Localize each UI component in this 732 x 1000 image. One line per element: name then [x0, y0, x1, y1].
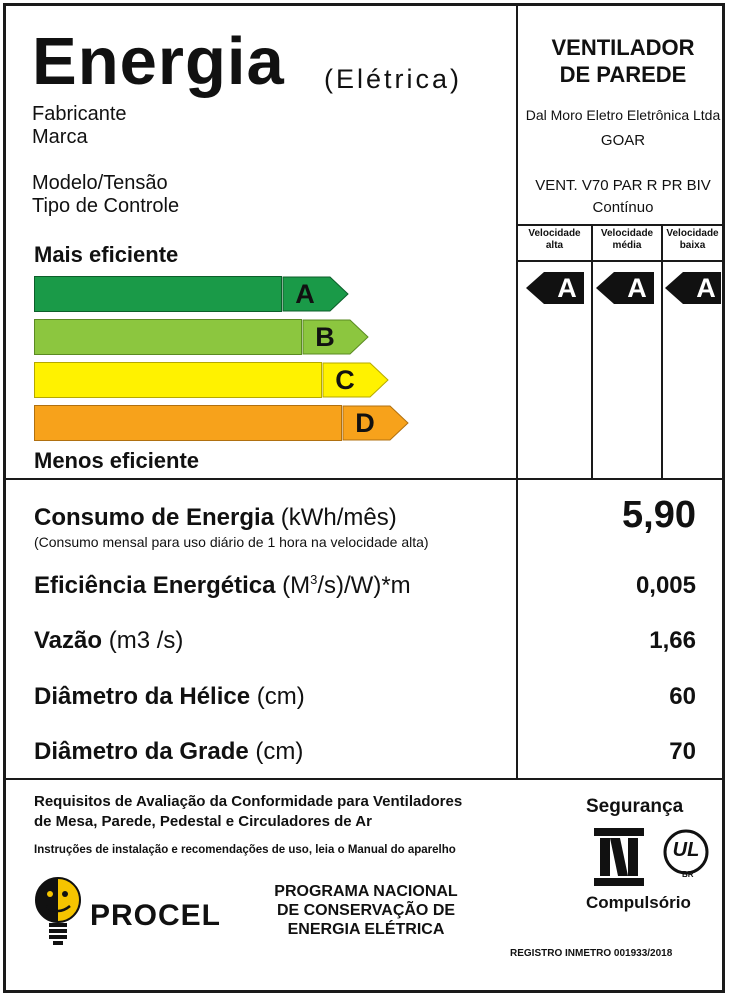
spec-vazao-name: Vazão: [34, 627, 103, 654]
spec-eficiencia-unit-pre: (M: [282, 572, 311, 599]
speed-rating-baixa-letter: A: [696, 273, 716, 303]
efficiency-bar-a: [34, 276, 282, 312]
speed-header-baixa: [663, 228, 722, 252]
spec-vazao-label: [34, 627, 183, 655]
product-type: [518, 34, 728, 88]
spec-grade-value: 70: [669, 738, 696, 765]
spec-eficiencia-value: 0,005: [635, 572, 696, 599]
field-fabricante-value: Dal Moro Eletro Eletrônica Ltda: [525, 107, 721, 123]
spec-grade-label: [34, 738, 303, 766]
label-title: Energia: [32, 24, 285, 99]
field-fabricante-label: Fabricante: [32, 103, 127, 125]
ul-mark-icon: [662, 828, 710, 882]
field-marca-label: Marca: [32, 126, 88, 148]
mais-eficiente-label: Mais eficiente: [34, 242, 179, 267]
efficiency-arrow-c: [322, 362, 392, 396]
spec-helice-name: Diâmetro da Hélice: [34, 683, 251, 710]
speed-col-divider-1: [591, 226, 593, 478]
speed-header-line-bottom: [516, 260, 722, 262]
field-tipo-label: Tipo de Controle: [32, 195, 180, 217]
speed-header-media-line2: média: [612, 240, 642, 251]
spec-eficiencia-unit-post: /s)/W)*m: [317, 572, 411, 599]
speed-header-media-line1: Velocidade: [600, 228, 654, 239]
speed-rating-baixa: [665, 272, 725, 304]
spec-helice-unit: (cm): [256, 683, 305, 710]
spec-consumo-name: Consumo de Energia: [34, 504, 275, 531]
product-type-line2: DE PAREDE: [559, 62, 687, 87]
efficiency-bar-d: [34, 405, 342, 441]
speed-header-baixa-line1: Velocidade: [666, 228, 719, 239]
efficiency-arrow-d: [342, 405, 412, 439]
spec-consumo-label: [34, 504, 397, 532]
speed-header-media: [593, 228, 661, 252]
speed-header-alta-line1: Velocidade: [528, 228, 581, 239]
product-type-line1: VENTILADOR: [551, 35, 695, 60]
field-modelo-label: Modelo/Tensão: [32, 172, 168, 194]
procel-bulb-icon: [34, 876, 82, 948]
efficiency-bar-b: [34, 319, 302, 355]
spec-eficiencia-name: Eficiência Energética: [34, 572, 276, 599]
spec-grade-name: Diâmetro da Grade: [34, 738, 249, 765]
programa-nacional-text: [256, 882, 476, 939]
specs-divider: [516, 478, 518, 778]
programa-line1: PROGRAMA NACIONAL: [274, 883, 458, 900]
programa-line3: ENERGIA ELÉTRICA: [287, 921, 445, 938]
compulsorio-label: Compulsório: [586, 893, 691, 912]
procel-logo-text: PROCEL: [90, 899, 222, 932]
spec-consumo-value: 5,90: [622, 494, 696, 536]
field-marca-value: GOAR: [600, 132, 646, 149]
inmetro-icon: [594, 828, 644, 886]
requisitos-line1: Requisitos de Avaliação da Conformidade para Ventiladores: [34, 793, 463, 810]
speed-rating-media-letter: A: [627, 273, 647, 303]
speed-rating-alta: [526, 272, 586, 304]
spec-helice-label: [34, 683, 305, 711]
energy-label: [3, 3, 725, 993]
spec-eficiencia-unit-sup: 3: [310, 572, 318, 587]
seguranca-label: Segurança: [586, 796, 684, 817]
field-modelo-value: VENT. V70 PAR R PR BIV: [535, 177, 711, 194]
efficiency-letter-a: A: [295, 279, 315, 309]
spec-helice-value: 60: [669, 683, 696, 710]
speed-rating-alta-letter: A: [557, 273, 577, 303]
speed-header-line-top: [516, 224, 722, 226]
spec-vazao-value: 1,66: [649, 627, 696, 654]
programa-line2: DE CONSERVAÇÃO DE: [276, 902, 456, 919]
section-divider-2: [6, 778, 722, 780]
efficiency-letter-c: C: [335, 365, 355, 395]
speed-header-alta-line2: alta: [545, 240, 564, 251]
speed-header-baixa-line2: baixa: [679, 240, 706, 251]
spec-consumo-unit: (kWh/mês): [280, 504, 397, 531]
requisitos-text: [34, 792, 462, 832]
speed-col-divider-2: [661, 226, 663, 478]
efficiency-arrow-b: [302, 319, 372, 353]
efficiency-bar-c: [34, 362, 322, 398]
ul-mark-text: UL: [672, 839, 700, 861]
ul-br-text: BR: [682, 870, 694, 879]
spec-eficiencia-label: [34, 572, 411, 600]
spec-grade-unit: (cm): [255, 738, 304, 765]
spec-vazao-unit: (m3 /s): [108, 627, 184, 654]
registro-inmetro: REGISTRO INMETRO 001933/2018: [510, 948, 673, 959]
menos-eficiente-label: Menos eficiente: [34, 448, 200, 473]
requisitos-line2: de Mesa, Parede, Pedestal e Circuladores de Ar: [34, 813, 372, 830]
efficiency-arrow-a: [282, 276, 352, 310]
section-divider-1: [6, 478, 722, 480]
spec-consumo-note: (Consumo mensal para uso diário de 1 hora na velocidade alta): [34, 534, 429, 550]
efficiency-letter-b: B: [315, 322, 335, 352]
field-tipo-value: Contínuo: [592, 199, 654, 216]
label-subtitle: (Elétrica): [324, 64, 463, 94]
speed-rating-media: [596, 272, 656, 304]
efficiency-letter-d: D: [355, 408, 375, 438]
instrucoes-text: Instruções de instalação e recomendações de uso, leia o Manual do aparelho: [34, 844, 456, 856]
speed-header-alta: [518, 228, 591, 252]
